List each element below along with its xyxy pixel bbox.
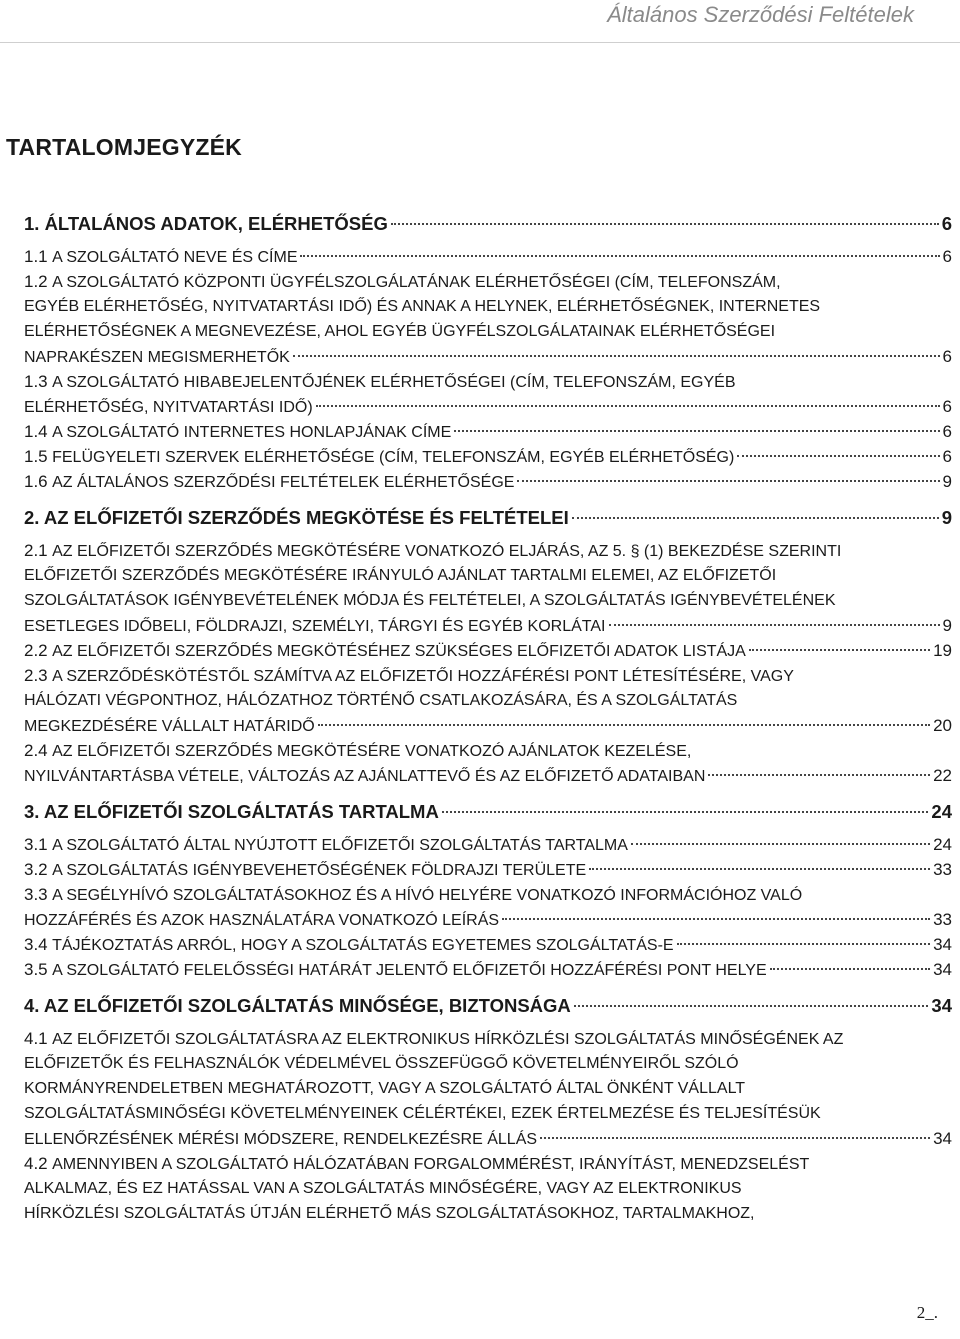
toc-page-number: 6 (942, 447, 952, 466)
toc-line (24, 738, 952, 763)
toc-dot-leader (293, 355, 940, 357)
toc-entry-text: KORMÁNYRENDELETBEN MEGHATÁROZOTT, VAGY A SZOLGÁLTATÓ ÁLTAL ÖNKÉNT VÁLLALT (24, 1080, 746, 1097)
toc-entry-text: 2. AZ ELŐFIZETŐI SZERZŐDÉS MEGKÖTÉSE ÉS FELTÉTELEI (24, 507, 569, 528)
toc-entry-text: ELÉRHETŐSÉG, NYITVATARTÁSI IDŐ) (24, 399, 313, 416)
toc-entry-text: A SZOLGÁLTATÓ FELELŐSSÉGI HATÁRÁT JELENTŐ ELŐFIZETŐI HOZZÁFÉRÉSI PONT HELYE (52, 962, 767, 979)
toc-page-number: 24 (931, 801, 952, 822)
toc-entry-number: 1.3 (24, 372, 48, 391)
toc-line (24, 882, 952, 907)
toc-entry-number: 3.4 (24, 935, 48, 954)
toc-line (24, 992, 952, 1020)
toc-page-number: 33 (933, 910, 952, 929)
toc-entry-text: A SZOLGÁLTATÓ ÁLTAL NYÚJTOTT ELŐFIZETŐI SZOLGÁLTATÁS TARTALMA (52, 837, 628, 854)
toc-entry-text: A SZOLGÁLTATÓ HIBABEJELENTŐJÉNEK ELÉRHETŐSÉGEI (CÍM, TELEFONSZÁM, EGYÉB (52, 374, 736, 391)
toc-subsection-entry[interactable] (24, 1151, 952, 1226)
toc-line (24, 1126, 952, 1151)
toc-entry-text: FELÜGYELETI SZERVEK ELÉRHETŐSÉGE (CÍM, TELEFONSZÁM, EGYÉB ELÉRHETŐSÉG) (52, 449, 735, 466)
toc-page-number: 9 (941, 507, 952, 528)
toc-line (24, 210, 952, 238)
toc-line (24, 538, 952, 563)
toc-entry-text: AMENNYIBEN A SZOLGÁLTATÓ HÁLÓZATÁBAN FORGALOMMÉRÉST, IRÁNYÍTÁST, MENEDZSELÉST (52, 1156, 810, 1173)
toc-subsection-entry[interactable] (24, 638, 952, 663)
toc-entry-text: HÁLÓZATI VÉGPONTHOZ, HÁLÓZATHOZ TÖRTÉNŐ CSATLAKOZÁSÁRA, ÉS A SZOLGÁLTATÁS (24, 692, 738, 709)
toc-dot-leader (708, 774, 930, 776)
toc-page-number: 20 (933, 716, 952, 735)
toc-subsection-entry[interactable] (24, 832, 952, 857)
toc-entry-text: AZ ÁLTALÁNOS SZERZŐDÉSI FELTÉTELEK ELÉRHETŐSÉGE (52, 474, 515, 491)
toc-page-number: 6 (942, 347, 952, 366)
toc-line (24, 269, 952, 294)
toc-entry-number: 2.4 (24, 741, 48, 760)
toc-entry-text: A SZOLGÁLTATÓ KÖZPONTI ÜGYFÉLSZOLGÁLATÁNAK ELÉRHETŐSÉGEI (CÍM, TELEFONSZÁM, (52, 274, 781, 291)
toc-line (24, 294, 952, 319)
toc-entry-text: ELŐFIZETŐK ÉS FELHASZNÁLÓK VÉDELMÉVEL ÖSSZEFÜGGŐ KÖVETELMÉNYEIRŐL SZÓLÓ (24, 1055, 739, 1072)
toc-entry-text: A SZOLGÁLTATÓ NEVE ÉS CÍME (52, 249, 298, 266)
toc-entry-text: AZ ELŐFIZETŐI SZERZŐDÉS MEGKÖTÉSÉRE VONATKOZÓ ELJÁRÁS, AZ 5. § (1) BEKEZDÉSE SZERINTI (52, 543, 842, 560)
toc-entry-text: NYILVÁNTARTÁSBA VÉTELE, VÁLTOZÁS AZ AJÁNLATTEVŐ ÉS AZ ELŐFIZETŐ ADATAIBAN (24, 768, 706, 785)
toc-entry-number: 2.3 (24, 666, 48, 685)
toc-dot-leader (517, 480, 939, 482)
toc-entry-number: 2.1 (24, 541, 48, 560)
toc-page-number: 33 (933, 860, 952, 879)
toc-entry-number: 4.1 (24, 1029, 48, 1048)
toc-subsection-entry[interactable] (24, 857, 952, 882)
toc-subsection-entry[interactable] (24, 244, 952, 269)
toc-line (24, 1201, 952, 1226)
toc-line (24, 344, 952, 369)
toc-dot-leader (677, 943, 931, 945)
toc-page-number: 6 (941, 213, 952, 234)
toc-line (24, 857, 952, 882)
toc-line (24, 798, 952, 826)
toc-dot-leader (454, 430, 939, 432)
toc-line (24, 907, 952, 932)
toc-dot-leader (318, 724, 930, 726)
toc-subsection-entry[interactable] (24, 444, 952, 469)
toc-dot-leader (770, 968, 930, 970)
toc-page-number: 6 (942, 422, 952, 441)
toc-section-entry[interactable] (24, 798, 952, 826)
toc-dot-leader (631, 843, 930, 845)
toc-entry-text: 4. AZ ELŐFIZETŐI SZOLGÁLTATÁS MINŐSÉGE, BIZTONSÁGA (24, 995, 571, 1016)
toc-entry-text: SZOLGÁLTATÁSMINŐSÉGI KÖVETELMÉNYEINEK CÉLÉRTÉKEI, EZEK ÉRTELMEZÉSE ÉS TELJESÍTÉSÜK (24, 1105, 821, 1122)
toc-subsection-entry[interactable] (24, 738, 952, 788)
running-header-title: Általános Szerződési Feltételek (607, 2, 914, 27)
toc-entry-number: 3.1 (24, 835, 48, 854)
toc-entry-text: A SEGÉLYHÍVÓ SZOLGÁLTATÁSOKHOZ ÉS A HÍVÓ HELYÉRE VONATKOZÓ INFORMÁCIÓHOZ VALÓ (52, 887, 803, 904)
toc-spacer (24, 494, 952, 504)
toc-entry-text: EGYÉB ELÉRHETŐSÉG, NYITVATARTÁSI IDŐ) ÉS ANNAK A HELYNEK, ELÉRHETŐSÉGNEK, INTERNETES (24, 298, 821, 315)
toc-spacer (24, 982, 952, 992)
toc-line (24, 588, 952, 613)
toc-subsection-entry[interactable] (24, 1026, 952, 1151)
toc-line (24, 638, 952, 663)
toc-dot-leader (572, 517, 939, 519)
toc-subsection-entry[interactable] (24, 369, 952, 419)
toc-entry-text: 3. AZ ELŐFIZETŐI SZOLGÁLTATÁS TARTALMA (24, 801, 439, 822)
toc-line (24, 394, 952, 419)
toc-entry-text: AZ ELŐFIZETŐI SZOLGÁLTATÁSRA AZ ELEKTRONIKUS HÍRKÖZLÉSI SZOLGÁLTATÁS MINŐSÉGÉNEK AZ (52, 1031, 844, 1048)
toc-line (24, 1076, 952, 1101)
toc-line (24, 563, 952, 588)
toc-page-number: 19 (933, 641, 952, 660)
toc-line (24, 713, 952, 738)
toc-line (24, 469, 952, 494)
toc-spacer (24, 788, 952, 798)
toc-page-number: 34 (933, 935, 952, 954)
toc-entry-text: A SZERZŐDÉSKÖTÉSTŐL SZÁMÍTVA AZ ELŐFIZETŐI HOZZÁFÉRÉSI PONT LÉTESÍTÉSÉRE, VAGY (52, 668, 794, 685)
toc-entry-text: A SZOLGÁLTATÓ INTERNETES HONLAPJÁNAK CÍME (52, 424, 452, 441)
toc-subsection-entry[interactable] (24, 419, 952, 444)
toc-entry-number: 2.2 (24, 641, 48, 660)
toc-entry-text: NAPRAKÉSZEN MEGISMERHETŐK (24, 349, 290, 366)
toc-line (24, 763, 952, 788)
toc-dot-leader (609, 624, 940, 626)
toc-entry-text: ELÉRHETŐSÉGNEK A MEGNEVEZÉSE, AHOL EGYÉB ÜGYFÉLSZOLGÁLATAINAK ELÉRHETŐSÉGEI (24, 323, 776, 340)
toc-dot-leader (749, 649, 930, 651)
toc-entry-text: AZ ELŐFIZETŐI SZERZŐDÉS MEGKÖTÉSÉHEZ SZÜKSÉGES ELŐFIZETŐI ADATOK LISTÁJA (52, 643, 746, 660)
page-number: 2_. (916, 1303, 938, 1322)
toc-line (24, 663, 952, 688)
toc-dot-leader (502, 918, 930, 920)
toc-entry-text: AZ ELŐFIZETŐI SZERZŐDÉS MEGKÖTÉSÉRE VONATKOZÓ AJÁNLATOK KEZELÉSE, (52, 743, 692, 760)
toc-line (24, 832, 952, 857)
toc-heading: TARTALOMJEGYZÉK (6, 134, 242, 160)
toc-entry-number: 3.2 (24, 860, 48, 879)
toc-entry-text: ALKALMAZ, ÉS EZ HATÁSSAL VAN A SZOLGÁLTATÁS MINŐSÉGÉRE, VAGY AZ ELEKTRONIKUS (24, 1180, 742, 1197)
table-of-contents (24, 210, 952, 1226)
toc-line (24, 1051, 952, 1076)
toc-entry-text: TÁJÉKOZTATÁS ARRÓL, HOGY A SZOLGÁLTATÁS EGYETEMES SZOLGÁLTATÁS-E (52, 937, 674, 954)
toc-line (24, 444, 952, 469)
toc-entry-text: SZOLGÁLTATÁSOK IGÉNYBEVÉTELÉNEK MÓDJA ÉS FELTÉTELEI, A SZOLGÁLTATÁS IGÉNYBEVÉTELÉNEK (24, 592, 836, 609)
toc-dot-leader (391, 223, 939, 225)
toc-dot-leader (589, 868, 930, 870)
toc-entry-text: HOZZÁFÉRÉS ÉS AZOK HASZNÁLATÁRA VONATKOZÓ LEÍRÁS (24, 912, 500, 929)
toc-entry-text: MEGKEZDÉSÉRE VÁLLALT HATÁRIDŐ (24, 718, 315, 735)
toc-entry-number: 1.2 (24, 272, 48, 291)
toc-line (24, 419, 952, 444)
toc-line (24, 932, 952, 957)
toc-line (24, 369, 952, 394)
toc-page-number: 6 (942, 397, 952, 416)
toc-dot-leader (442, 811, 929, 813)
toc-line (24, 244, 952, 269)
toc-page-number: 6 (942, 247, 952, 266)
toc-entry-number: 1.5 (24, 447, 48, 466)
toc-subsection-entry[interactable] (24, 269, 952, 369)
toc-line (24, 688, 952, 713)
toc-entry-number: 3.5 (24, 960, 48, 979)
toc-page-number: 34 (933, 960, 952, 979)
toc-entry-text: ESETLEGES IDŐBELI, FÖLDRAJZI, SZEMÉLYI, TÁRGYI ÉS EGYÉB KORLÁTAI (24, 618, 606, 635)
toc-entry-text: A SZOLGÁLTATÁS IGÉNYBEVEHETŐSÉGÉNEK FÖLDRAJZI TERÜLETE (52, 862, 587, 879)
toc-subsection-entry[interactable] (24, 469, 952, 494)
toc-dot-leader (316, 405, 940, 407)
toc-section-entry[interactable] (24, 992, 952, 1020)
toc-entry-number: 4.2 (24, 1154, 48, 1173)
toc-entry-number: 1.1 (24, 247, 48, 266)
toc-line (24, 1176, 952, 1201)
toc-line (24, 1101, 952, 1126)
toc-dot-leader (737, 455, 939, 457)
toc-page-number: 24 (933, 835, 952, 854)
toc-dot-leader (300, 255, 939, 257)
toc-line (24, 1151, 952, 1176)
toc-subsection-entry[interactable] (24, 663, 952, 738)
toc-subsection-entry[interactable] (24, 882, 952, 932)
toc-entry-text: ELŐFIZETŐI SZERZŐDÉS MEGKÖTÉSÉRE IRÁNYULÓ AJÁNLAT TARTALMI ELEMEI, AZ ELŐFIZETŐI (24, 567, 777, 584)
toc-page-number: 9 (942, 472, 952, 491)
toc-entry-number: 3.3 (24, 885, 48, 904)
toc-section-entry[interactable] (24, 210, 952, 238)
toc-section-entry[interactable] (24, 504, 952, 532)
toc-subsection-entry[interactable] (24, 538, 952, 638)
toc-dot-leader (574, 1005, 929, 1007)
toc-subsection-entry[interactable] (24, 957, 952, 982)
toc-page-number: 9 (942, 616, 952, 635)
toc-subsection-entry[interactable] (24, 932, 952, 957)
toc-line (24, 613, 952, 638)
toc-page-number: 34 (933, 1129, 952, 1148)
toc-line (24, 1026, 952, 1051)
toc-line (24, 957, 952, 982)
toc-line (24, 504, 952, 532)
toc-entry-text: HÍRKÖZLÉSI SZOLGÁLTATÁS ÚTJÁN ELÉRHETŐ MÁS SZOLGÁLTATÁSOKHOZ, TARTALMAKHOZ, (24, 1205, 755, 1222)
toc-page-number: 22 (933, 766, 952, 785)
toc-entry-text: ELLENŐRZÉSÉNEK MÉRÉSI MÓDSZERE, RENDELKEZÉSRE ÁLLÁS (24, 1131, 538, 1148)
toc-entry-number: 1.6 (24, 472, 48, 491)
header-divider (0, 42, 960, 43)
toc-dot-leader (540, 1137, 930, 1139)
toc-entry-text: 1. ÁLTALÁNOS ADATOK, ELÉRHETŐSÉG (24, 213, 388, 234)
toc-page-number: 34 (931, 995, 952, 1016)
toc-entry-number: 1.4 (24, 422, 48, 441)
toc-line (24, 319, 952, 344)
